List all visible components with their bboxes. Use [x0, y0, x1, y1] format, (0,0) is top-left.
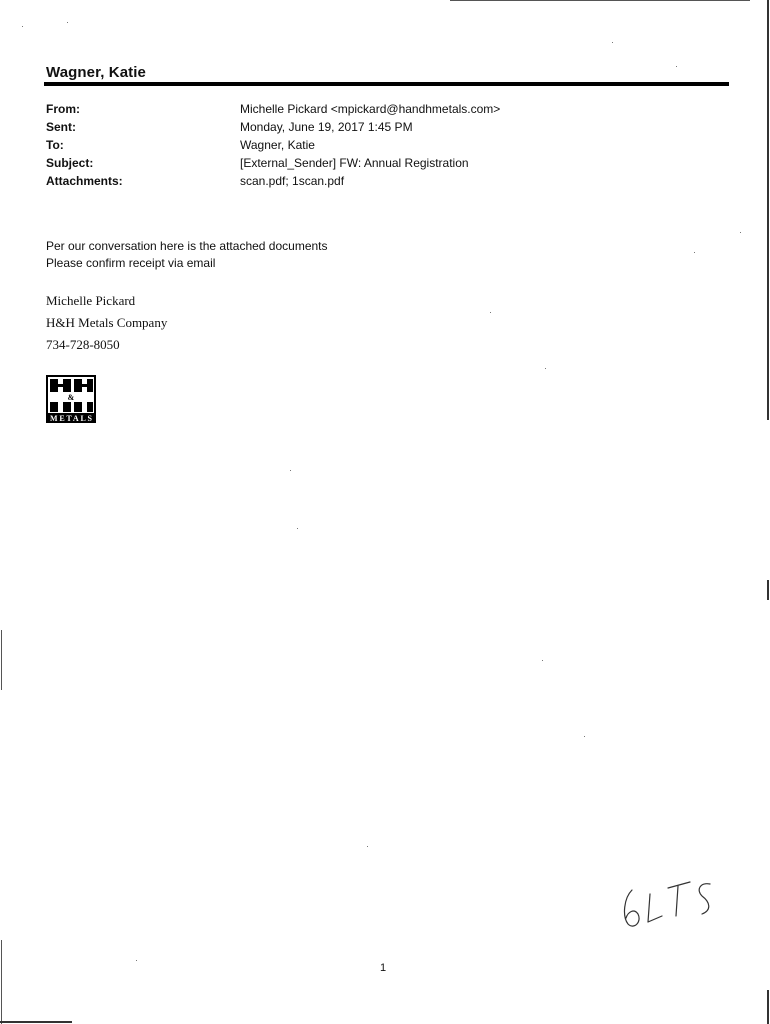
- scan-edge-right: [767, 580, 769, 600]
- email-header: [46, 100, 726, 190]
- from-value: Michelle Pickard <mpickard@handhmetals.com>: [240, 102, 501, 116]
- signature-phone: 734-728-8050: [46, 337, 120, 352]
- scan-edge-right: [767, 990, 769, 1024]
- from-row: [46, 100, 726, 118]
- sent-value: Monday, June 19, 2017 1:45 PM: [240, 120, 413, 134]
- subject-value: [External_Sender] FW: Annual Registration: [240, 156, 469, 170]
- scan-edge-left: [1, 630, 2, 690]
- handwritten-note: [614, 876, 726, 932]
- signature-name: Michelle Pickard: [46, 293, 136, 308]
- scan-edge-top: [450, 0, 750, 1]
- page-number: 1: [380, 962, 387, 974]
- sent-label: Sent:: [46, 120, 76, 134]
- attachments-value: scan.pdf; 1scan.pdf: [240, 174, 345, 188]
- scan-edge-right: [767, 0, 769, 420]
- svg-text:METALS: METALS: [50, 414, 92, 423]
- body-line: Per our conversation here is the attached documents: [46, 239, 328, 253]
- signature-company: H&H Metals Company: [46, 315, 168, 330]
- subject-row: [46, 154, 726, 172]
- email-body: [46, 238, 328, 272]
- to-row: [46, 136, 726, 154]
- scan-edge-left: [1, 940, 2, 1024]
- scan-edge-bottom: [0, 1021, 72, 1023]
- company-logo: [46, 375, 96, 423]
- email-signature: [46, 290, 167, 356]
- body-line: Please confirm receipt via email: [46, 256, 216, 270]
- document-title: Wagner, Katie: [46, 64, 146, 81]
- subject-label: Subject:: [46, 156, 94, 170]
- attachments-label: Attachments:: [46, 174, 123, 188]
- title-underline: [44, 82, 729, 86]
- attachments-row: [46, 172, 726, 190]
- from-label: From:: [46, 102, 80, 116]
- to-label: To:: [46, 138, 64, 152]
- sent-row: [46, 118, 726, 136]
- to-value: Wagner, Katie: [240, 138, 315, 152]
- svg-text:&: &: [67, 393, 75, 402]
